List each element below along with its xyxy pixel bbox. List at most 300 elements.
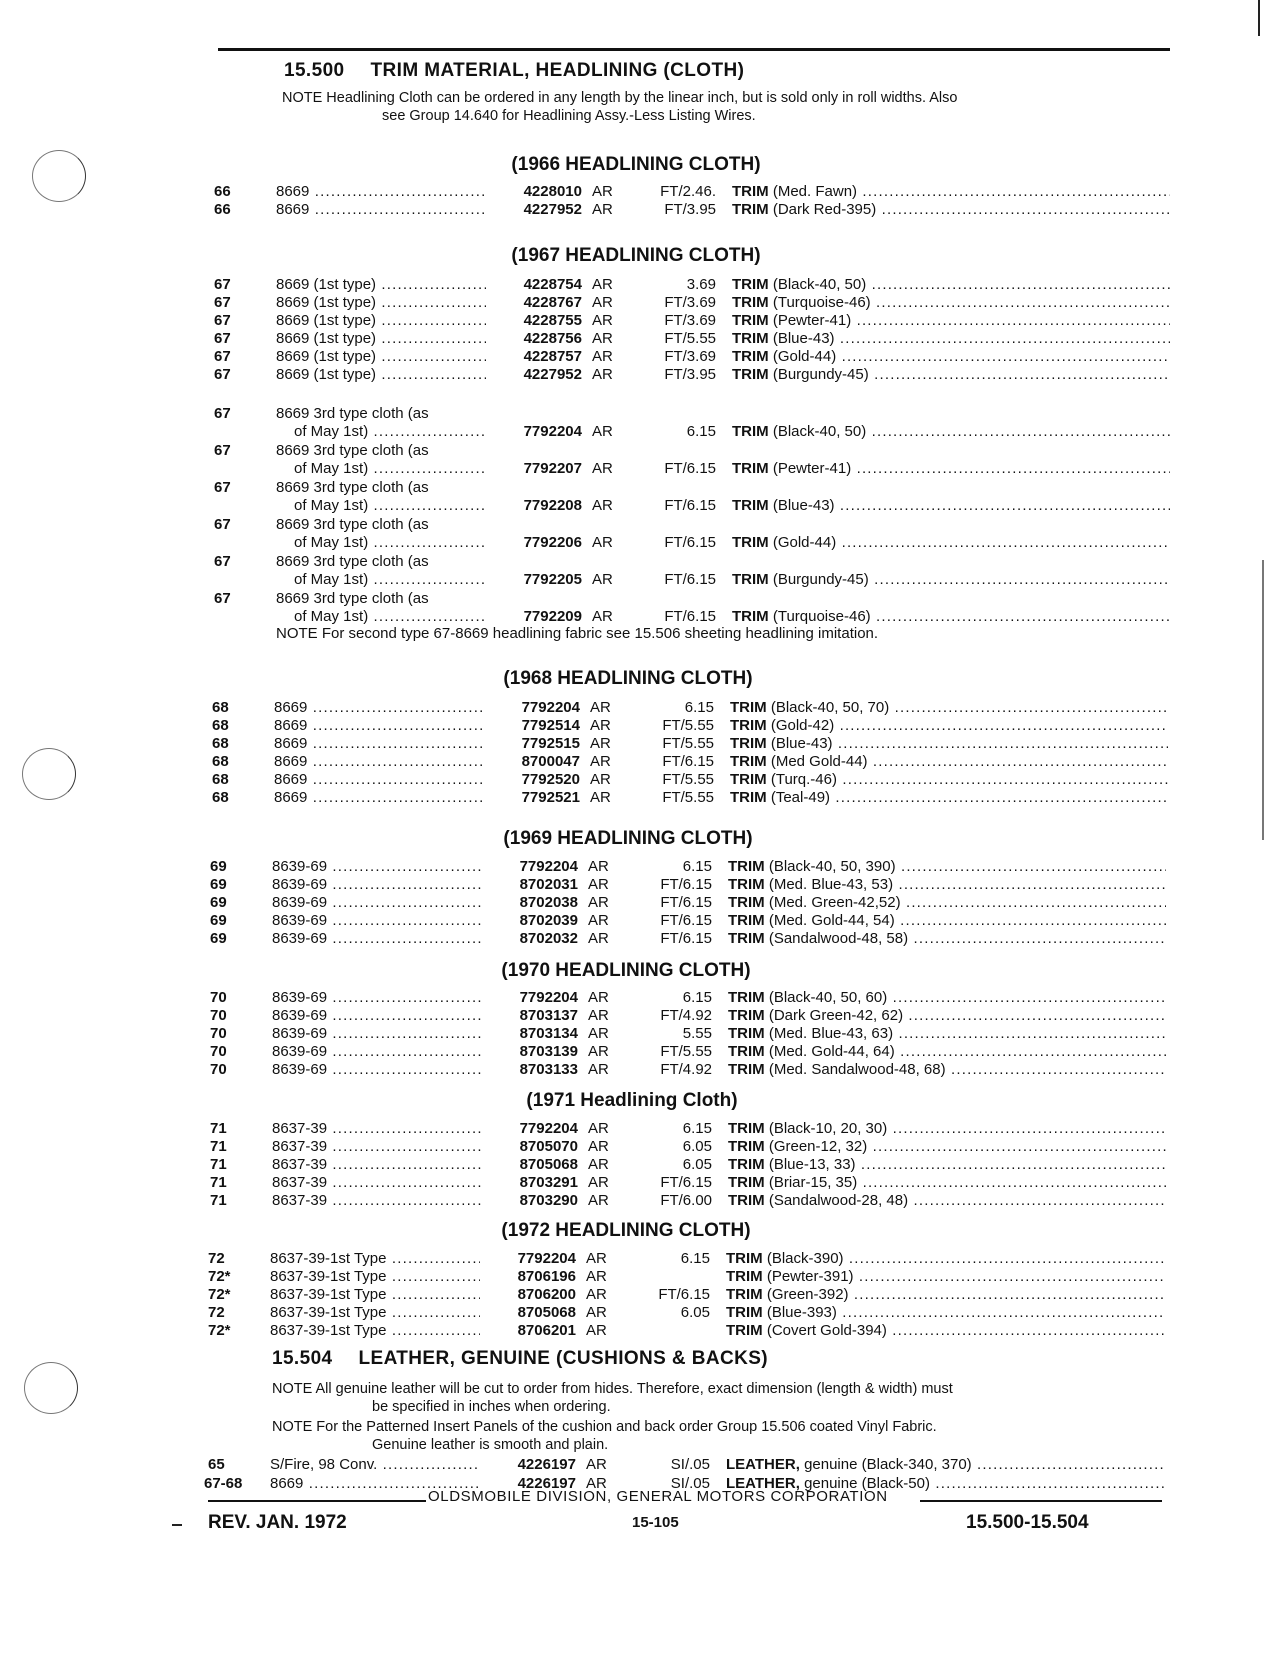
model: 8637-39 ..... [272, 1173, 482, 1192]
qty-code: AR [586, 1322, 607, 1339]
desc-color: (Gold-42) [770, 717, 835, 734]
price: FT/2.46. [660, 183, 716, 200]
desc-color: (Black-40, 50) [772, 423, 867, 440]
price: 6.05 [680, 1304, 710, 1321]
group-heading-1969: (1969 HEADLINING CLOTH) [503, 828, 753, 849]
group-heading-1971: (1971 Headlining Cloth) [526, 1090, 738, 1111]
qty-code: AR [588, 1025, 609, 1042]
part-number: 8705070 [486, 1137, 578, 1156]
scan-edge-mark [1258, 0, 1260, 36]
description [728, 988, 1166, 1007]
desc-kind: TRIM [730, 753, 767, 770]
part-number: 8700047 [488, 752, 580, 771]
model: 8669 ..... [274, 770, 484, 789]
description [728, 1006, 1166, 1025]
table-row [204, 1267, 1164, 1286]
year: 67 [214, 405, 231, 422]
qty-code: AR [588, 1007, 609, 1024]
table-row [210, 347, 1170, 366]
part-number: 8703139 [486, 1042, 578, 1061]
desc-color: (Sandalwood-28, 48) [768, 1192, 909, 1209]
qty-code: AR [588, 1120, 609, 1137]
year: 70 [210, 1061, 227, 1078]
desc-color: (Pewter-41) [772, 460, 852, 477]
price: FT/6.15 [658, 1286, 710, 1303]
table-row [206, 893, 1166, 912]
description [732, 459, 1170, 478]
part-number: 7792204 [486, 1119, 578, 1138]
part-number: 4226197 [484, 1455, 576, 1474]
qty-code: AR [586, 1304, 607, 1321]
desc-color: (Briar-15, 35) [768, 1174, 858, 1191]
year: 65 [208, 1456, 225, 1473]
desc-color: (Turq.-46) [770, 771, 837, 788]
model: 8637-39-1st Type ..... [270, 1285, 480, 1304]
qty-code: AR [586, 1475, 607, 1492]
price: FT/6.15 [660, 894, 712, 911]
part-number: 7792208 [490, 496, 582, 515]
price: 6.15 [684, 699, 714, 716]
table-row [206, 1191, 1166, 1210]
footer-rule-right [920, 1500, 1162, 1502]
model: 8639-69 ..... [272, 893, 482, 912]
section2-number: 15.504 [272, 1348, 333, 1369]
description [732, 311, 1170, 330]
section2-note2-line2: Genuine leather is smooth and plain. [372, 1437, 609, 1453]
qty-code: AR [592, 460, 613, 477]
price: 6.15 [682, 989, 712, 1006]
part-number: 4228010 [490, 182, 582, 201]
price: 6.05 [682, 1156, 712, 1173]
desc-color: (Gold-44) [772, 534, 837, 551]
table-row [210, 496, 1170, 515]
table-row [206, 1173, 1166, 1192]
model: 8669 (1st type) ..... [276, 329, 486, 348]
desc-color: (Med. Green-42,52) [768, 894, 901, 911]
description [730, 752, 1168, 771]
model: 8637-39 ..... [272, 1191, 482, 1210]
table-row-line1 [210, 478, 1170, 497]
year: 67 [214, 312, 231, 329]
qty-code: AR [586, 1250, 607, 1267]
desc-kind: LEATHER, [726, 1456, 800, 1473]
year: 67 [214, 330, 231, 347]
desc-kind: TRIM [730, 771, 767, 788]
model: 8637-39 ..... [272, 1119, 482, 1138]
table-row [206, 988, 1166, 1007]
description [730, 788, 1168, 807]
model: 8669 (1st type) ..... [276, 275, 486, 294]
part-number: 8705068 [486, 1155, 578, 1174]
year: 67 [214, 553, 231, 570]
table-row [206, 1042, 1166, 1061]
table-row [204, 1455, 1164, 1474]
desc-kind: TRIM [730, 735, 767, 752]
desc-color: (Burgundy-45) [772, 366, 869, 383]
table-row [208, 716, 1168, 735]
price: SI/.05 [670, 1456, 710, 1473]
model: S/Fire, 98 Conv. ..... [270, 1455, 480, 1474]
qty-code: AR [592, 608, 613, 625]
year: 67 [214, 590, 231, 607]
part-number: 8705068 [484, 1303, 576, 1322]
part-number: 7792204 [484, 1249, 576, 1268]
table-row [206, 1006, 1166, 1025]
description [728, 1119, 1166, 1138]
model-line1: 8669 3rd type cloth (as [276, 405, 429, 422]
desc-color: genuine (Black-50) [804, 1475, 930, 1492]
year: 72* [208, 1322, 231, 1339]
description [728, 1042, 1166, 1061]
desc-kind: TRIM [728, 912, 765, 929]
desc-kind: TRIM [732, 497, 769, 514]
table-row [210, 365, 1170, 384]
price: FT/6.15 [664, 534, 716, 551]
qty-code: AR [586, 1268, 607, 1285]
desc-color: (Med. Blue-43, 53) [768, 876, 894, 893]
qty-code: AR [592, 534, 613, 551]
model: 8669 (1st type) ..... [276, 365, 486, 384]
description [730, 716, 1168, 735]
part-number: 8703290 [486, 1191, 578, 1210]
desc-kind: LEATHER, [726, 1475, 800, 1492]
desc-kind: TRIM [726, 1286, 763, 1303]
year: 67 [214, 479, 231, 496]
part-number: 7792514 [488, 716, 580, 735]
qty-code: AR [588, 894, 609, 911]
table-row [208, 752, 1168, 771]
desc-kind: TRIM [726, 1322, 763, 1339]
qty-code: AR [588, 930, 609, 947]
part-number: 8703133 [486, 1060, 578, 1079]
qty-code: AR [586, 1456, 607, 1473]
description [732, 182, 1170, 201]
description [728, 1191, 1166, 1210]
price: FT/3.95 [664, 201, 716, 218]
table-row [206, 929, 1166, 948]
year: 66 [214, 201, 231, 218]
table-row [206, 1024, 1166, 1043]
footer-revision: REV. JAN. 1972 [208, 1512, 347, 1533]
note-67: NOTE For second type 67-8669 headlining fabric see 15.506 sheeting headlining imitation. [276, 625, 879, 642]
desc-color: (Blue-43) [772, 497, 835, 514]
year: 70 [210, 1007, 227, 1024]
year: 71 [210, 1192, 227, 1209]
section-title [284, 60, 744, 82]
price: FT/5.55 [662, 717, 714, 734]
year: 71 [210, 1120, 227, 1137]
section-number: 15.500 [284, 60, 345, 81]
qty-code: AR [592, 183, 613, 200]
model: of May 1st) ..... [294, 422, 486, 441]
description [726, 1455, 1164, 1474]
year: 68 [212, 699, 229, 716]
description [726, 1267, 1164, 1286]
model-line1: 8669 3rd type cloth (as [276, 590, 429, 607]
model: 8669 ..... [276, 182, 486, 201]
price: FT/6.15 [664, 571, 716, 588]
price: FT/6.15 [660, 1174, 712, 1191]
model: 8637-39 ..... [272, 1137, 482, 1156]
description [732, 570, 1170, 589]
model: 8669 ..... [274, 716, 484, 735]
table-row [210, 422, 1170, 441]
price: FT/5.55 [662, 735, 714, 752]
group-heading-1967: (1967 HEADLINING CLOTH) [511, 245, 761, 266]
scan-edge-mark [1262, 560, 1264, 840]
description [726, 1303, 1164, 1322]
price: 6.15 [686, 423, 716, 440]
price: FT/5.55 [664, 330, 716, 347]
group-heading-1966: (1966 HEADLINING CLOTH) [511, 154, 761, 175]
part-number: 7792204 [490, 422, 582, 441]
desc-kind: TRIM [728, 858, 765, 875]
year: 67-68 [204, 1475, 243, 1492]
model-line1: 8669 3rd type cloth (as [276, 442, 429, 459]
price: FT/5.55 [660, 1043, 712, 1060]
desc-color: (Med. Gold-44, 64) [768, 1043, 895, 1060]
year: 68 [212, 717, 229, 734]
table-row [206, 911, 1166, 930]
table-row [208, 698, 1168, 717]
desc-kind: TRIM [732, 330, 769, 347]
price: FT/4.92 [660, 1007, 712, 1024]
description [728, 1137, 1166, 1156]
price: 5.55 [682, 1025, 712, 1042]
description [732, 347, 1170, 366]
part-number: 8702039 [486, 911, 578, 930]
qty-code: AR [592, 201, 613, 218]
desc-kind: TRIM [726, 1250, 763, 1267]
price: SI/.05 [670, 1475, 710, 1492]
year: 71 [210, 1174, 227, 1191]
part-number: 4226197 [484, 1474, 576, 1493]
model: 8669 ..... [274, 788, 484, 807]
model: 8669 ..... [274, 734, 484, 753]
year: 67 [214, 366, 231, 383]
qty-code: AR [588, 876, 609, 893]
year: 72* [208, 1286, 231, 1303]
part-number: 4228754 [490, 275, 582, 294]
price: 6.05 [682, 1138, 712, 1155]
model: 8639-69 ..... [272, 988, 482, 1007]
price: FT/6.00 [660, 1192, 712, 1209]
table-row [204, 1249, 1164, 1268]
year: 70 [210, 1043, 227, 1060]
description [728, 1024, 1166, 1043]
desc-kind: TRIM [728, 1120, 765, 1137]
model: of May 1st) ..... [294, 607, 486, 626]
model: 8669 (1st type) ..... [276, 311, 486, 330]
desc-color: (Green-392) [766, 1286, 849, 1303]
section2-note2-line1: NOTE For the Patterned Insert Panels of the cushion and back order Group 15.506 coated Vinyl Fabric. [272, 1419, 937, 1435]
qty-code: AR [586, 1286, 607, 1303]
description [726, 1321, 1164, 1340]
desc-color: (Green-12, 32) [768, 1138, 868, 1155]
price: 6.15 [682, 858, 712, 875]
table-row-line1 [210, 552, 1170, 571]
model: 8639-69 ..... [272, 1024, 482, 1043]
desc-kind: TRIM [732, 183, 769, 200]
desc-color: (Pewter-41) [772, 312, 852, 329]
qty-code: AR [590, 717, 611, 734]
desc-kind: TRIM [728, 1138, 765, 1155]
desc-color: (Black-40, 50, 70) [770, 699, 890, 716]
model: 8637-39-1st Type ..... [270, 1249, 480, 1268]
price: FT/6.15 [664, 497, 716, 514]
qty-code: AR [588, 1043, 609, 1060]
price: FT/5.55 [662, 771, 714, 788]
model: of May 1st) ..... [294, 533, 486, 552]
year: 68 [212, 753, 229, 770]
price: FT/6.15 [664, 608, 716, 625]
year: 69 [210, 912, 227, 929]
description [732, 275, 1170, 294]
footer-section-range: 15.500-15.504 [966, 1512, 1089, 1533]
desc-color: (Sandalwood-48, 58) [768, 930, 909, 947]
table-row-line1 [210, 441, 1170, 460]
header-note-line1: NOTE Headlining Cloth can be ordered in any length by the linear inch, but is sold only in roll widths. Also [282, 90, 958, 106]
desc-kind: TRIM [732, 201, 769, 218]
description [728, 875, 1166, 894]
part-number: 8706200 [484, 1285, 576, 1304]
desc-kind: TRIM [728, 1025, 765, 1042]
table-row [208, 788, 1168, 807]
description [728, 1173, 1166, 1192]
year: 69 [210, 930, 227, 947]
table-row [206, 1060, 1166, 1079]
description [728, 893, 1166, 912]
table-row [206, 857, 1166, 876]
part-number: 4227952 [490, 200, 582, 219]
model: 8639-69 ..... [272, 857, 482, 876]
desc-kind: TRIM [728, 1061, 765, 1078]
desc-color: (Black-10, 20, 30) [768, 1120, 888, 1137]
desc-kind: TRIM [732, 276, 769, 293]
desc-color: (Med. Gold-44, 54) [768, 912, 895, 929]
footer-division: OLDSMOBILE DIVISION, GENERAL MOTORS CORPORATION [428, 1488, 888, 1505]
table-row [210, 570, 1170, 589]
model: 8639-69 ..... [272, 1060, 482, 1079]
part-number: 8703291 [486, 1173, 578, 1192]
desc-color: (Blue-13, 33) [768, 1156, 856, 1173]
model: 8669 ..... [274, 698, 484, 717]
part-number: 4228767 [490, 293, 582, 312]
desc-color: (Black-390) [766, 1250, 844, 1267]
price: FT/6.15 [660, 912, 712, 929]
part-number: 8706196 [484, 1267, 576, 1286]
desc-color: (Pewter-391) [766, 1268, 854, 1285]
desc-color: (Med. Sandalwood-48, 68) [768, 1061, 946, 1078]
part-number: 7792206 [490, 533, 582, 552]
desc-kind: TRIM [726, 1268, 763, 1285]
header-note-line2: see Group 14.640 for Headlining Assy.-Less Listing Wires. [382, 108, 756, 124]
price: FT/6.15 [660, 930, 712, 947]
model: 8639-69 ..... [272, 1042, 482, 1061]
model: 8639-69 ..... [272, 911, 482, 930]
desc-kind: TRIM [732, 312, 769, 329]
price: FT/3.69 [664, 312, 716, 329]
model: of May 1st) ..... [294, 496, 486, 515]
part-number: 8702031 [486, 875, 578, 894]
description [726, 1285, 1164, 1304]
model: of May 1st) ..... [294, 459, 486, 478]
description [732, 329, 1170, 348]
year: 67 [214, 516, 231, 533]
year: 71 [210, 1138, 227, 1155]
desc-color: (Dark Green-42, 62) [768, 1007, 904, 1024]
qty-code: AR [592, 276, 613, 293]
price: FT/6.15 [664, 460, 716, 477]
table-row-line1 [210, 589, 1170, 608]
desc-color: (Turquoise-46) [772, 608, 871, 625]
description [732, 496, 1170, 515]
year: 67 [214, 442, 231, 459]
description [728, 911, 1166, 930]
model-line1: 8669 3rd type cloth (as [276, 553, 429, 570]
year: 66 [214, 183, 231, 200]
description [728, 1155, 1166, 1174]
part-number: 7792520 [488, 770, 580, 789]
desc-kind: TRIM [732, 571, 769, 588]
desc-color: (Blue-43) [772, 330, 835, 347]
description [730, 698, 1168, 717]
part-number: 7792204 [488, 698, 580, 717]
year: 68 [212, 735, 229, 752]
table-row-line1 [210, 515, 1170, 534]
desc-color: (Blue-43) [770, 735, 833, 752]
year: 70 [210, 1025, 227, 1042]
table-row [210, 182, 1170, 201]
qty-code: AR [592, 366, 613, 383]
desc-color: (Black-40, 50) [772, 276, 867, 293]
year: 72 [208, 1250, 225, 1267]
desc-kind: TRIM [728, 989, 765, 1006]
table-row [204, 1321, 1164, 1340]
qty-code: AR [588, 1192, 609, 1209]
binder-hole-middle [22, 748, 76, 800]
part-number: 7792204 [486, 988, 578, 1007]
part-number: 8703134 [486, 1024, 578, 1043]
model-line1: 8669 3rd type cloth (as [276, 479, 429, 496]
year: 69 [210, 876, 227, 893]
qty-code: AR [590, 699, 611, 716]
qty-code: AR [590, 789, 611, 806]
desc-color: (Med Gold-44) [770, 753, 868, 770]
year: 69 [210, 894, 227, 911]
price: FT/6.15 [662, 753, 714, 770]
model: 8669 (1st type) ..... [276, 293, 486, 312]
model: 8669 ..... [276, 200, 486, 219]
part-number: 7792204 [486, 857, 578, 876]
part-number: 7792205 [490, 570, 582, 589]
model: 8637-39-1st Type ..... [270, 1267, 480, 1286]
group-heading-1968: (1968 HEADLINING CLOTH) [503, 668, 753, 689]
desc-color: (Teal-49) [770, 789, 831, 806]
part-number: 4227952 [490, 365, 582, 384]
binder-hole-bottom [24, 1362, 78, 1414]
price: FT/3.95 [664, 366, 716, 383]
year: 67 [214, 294, 231, 311]
desc-kind: TRIM [728, 1156, 765, 1173]
top-rule [218, 48, 1170, 51]
year: 71 [210, 1156, 227, 1173]
part-number: 8702038 [486, 893, 578, 912]
description [732, 422, 1170, 441]
part-number: 7792209 [490, 607, 582, 626]
model: 8637-39-1st Type ..... [270, 1303, 480, 1322]
qty-code: AR [592, 348, 613, 365]
